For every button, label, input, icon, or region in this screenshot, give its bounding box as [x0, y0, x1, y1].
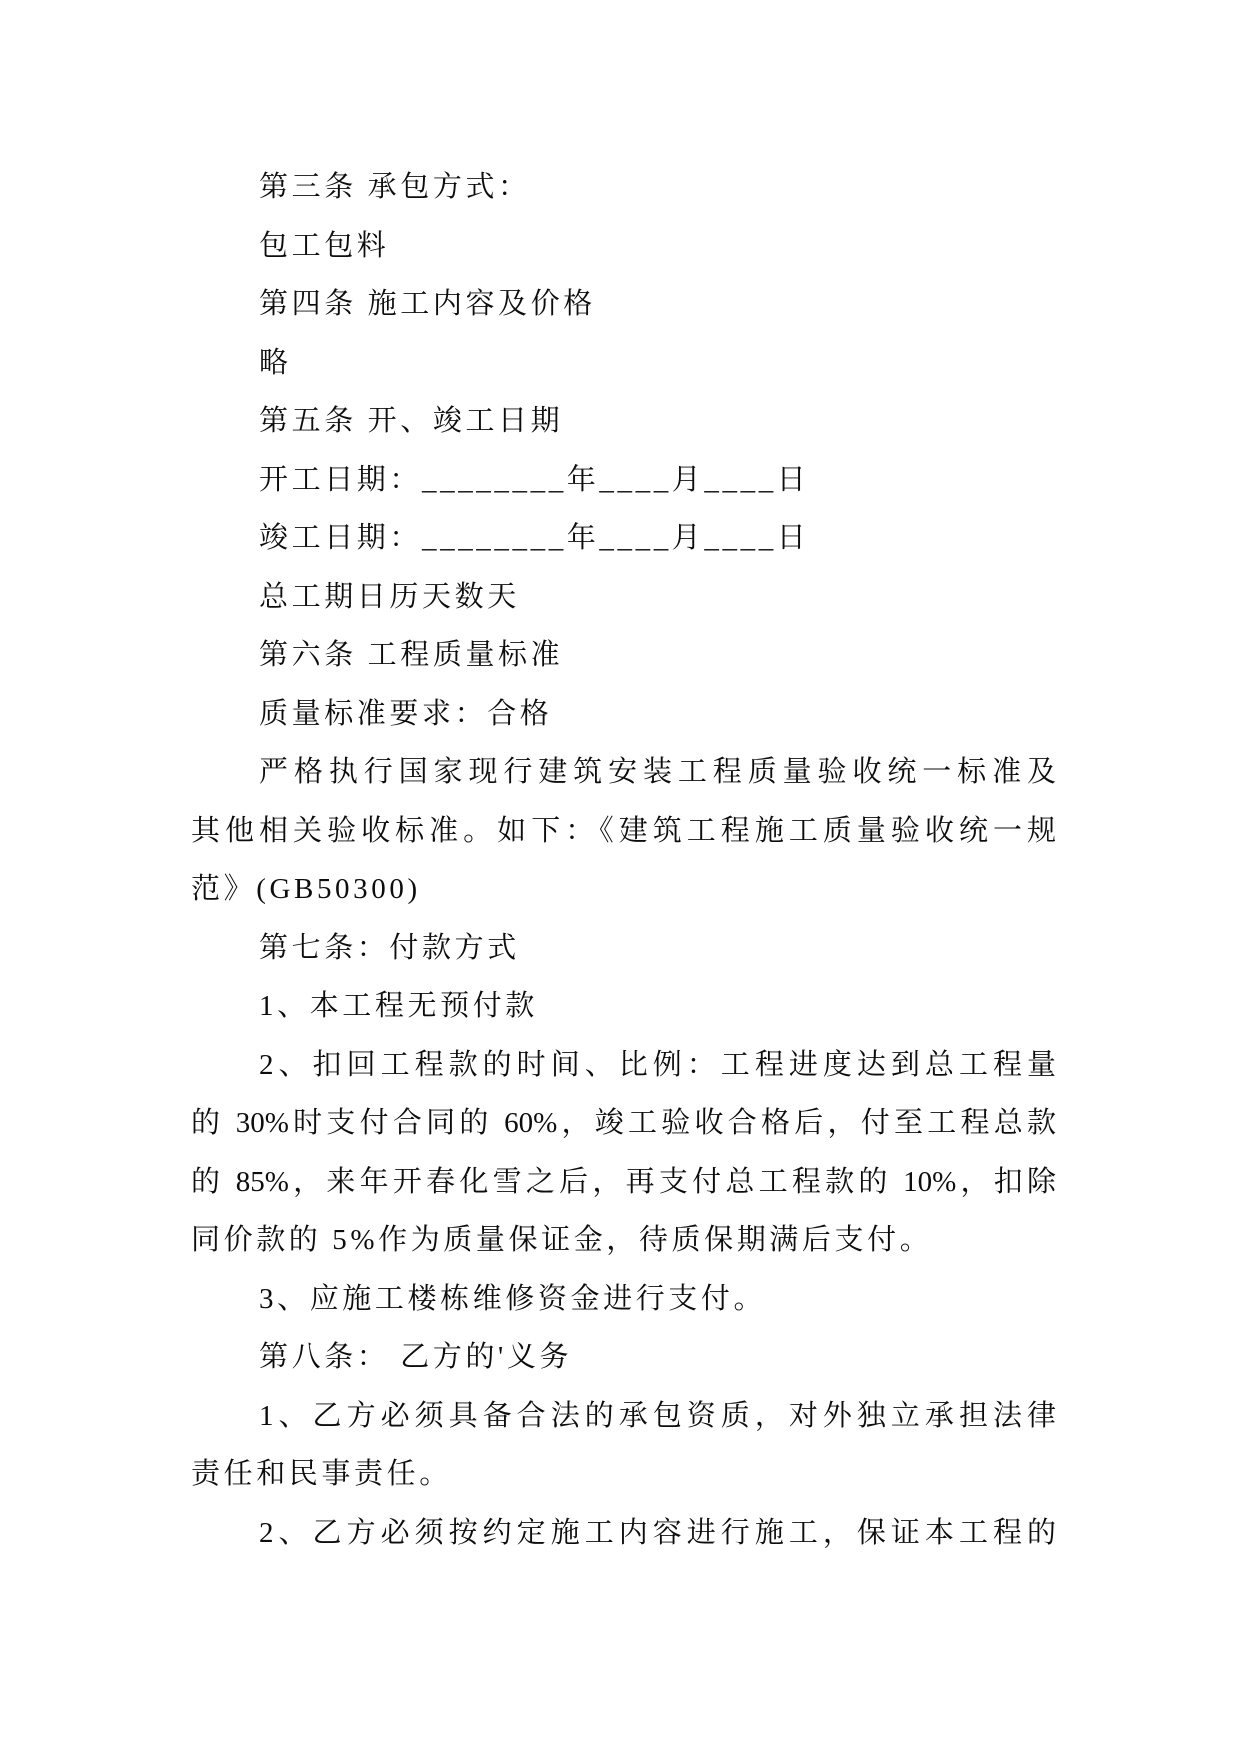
text-line: 包工包料: [259, 229, 390, 262]
clause-3-heading: [191, 158, 1056, 217]
text-line: 竣工日期：________年____月____日: [259, 522, 810, 554]
obligation-item-1: [191, 1387, 1056, 1504]
quality-standard-paragraph: [191, 743, 1056, 919]
start-date-line: [191, 451, 1056, 510]
payment-item-2: [191, 1036, 1056, 1270]
clause-4-content: [191, 334, 1056, 393]
text-line: 第八条： 乙方的'义务: [259, 1341, 573, 1373]
text-line: 开工日期：________年____月____日: [259, 463, 810, 496]
text-line: 第三条 承包方式：: [259, 171, 531, 203]
text-line: 的 85%，来年开春化雪之后，再支付总工程款的 10%，扣除: [191, 1165, 1056, 1198]
text-line: 责任和民事责任。: [191, 1458, 452, 1490]
text-line: 其他相关验收标准。如下：《建筑工程施工质量验收统一规: [191, 814, 1056, 847]
text-line: 同价款的 5%作为质量保证金，待质保期满后支付。: [191, 1224, 933, 1256]
text-line: 3、应施工楼栋维修资金进行支付。: [259, 1282, 767, 1315]
clause-8-heading: [191, 1328, 1056, 1387]
text-line: 第四条 施工内容及价格: [259, 288, 596, 320]
text-line: 的 30%时支付合同的 60%，竣工验收合格后，付至工程总款: [191, 1107, 1056, 1139]
clause-3-content: [191, 217, 1056, 276]
text-line: 2、乙方必须按约定施工内容进行施工，保证本工程的: [259, 1516, 1056, 1549]
document-body: [191, 158, 1056, 1562]
quality-requirement-line: [191, 685, 1056, 744]
clause-4-heading: [191, 275, 1056, 334]
completion-date-line: [191, 509, 1056, 568]
text-line: 2、扣回工程款的时间、比例：工程进度达到总工程量: [259, 1048, 1056, 1081]
text-line: 第五条 开、竣工日期: [259, 405, 564, 437]
text-line: 质量标准要求：合格: [259, 697, 553, 730]
payment-item-3: [191, 1270, 1056, 1329]
clause-7-heading: [191, 919, 1056, 978]
text-line: 略: [259, 346, 292, 379]
total-duration-line: [191, 568, 1056, 627]
payment-item-1: [191, 977, 1056, 1036]
text-line: 1、乙方必须具备合法的承包资质，对外独立承担法律: [259, 1399, 1056, 1432]
text-line: 严格执行国家现行建筑安装工程质量验收统一标准及: [259, 756, 1056, 788]
clause-5-heading: [191, 392, 1056, 451]
text-line: 总工期日历天数天: [259, 580, 520, 613]
text-line: 1、本工程无预付款: [259, 990, 538, 1022]
text-line: 第六条 工程质量标准: [259, 639, 564, 671]
obligation-item-2: [191, 1504, 1056, 1563]
text-line: 范》(GB50300): [191, 873, 421, 905]
clause-6-heading: [191, 626, 1056, 685]
text-line: 第七条：付款方式: [259, 931, 520, 964]
